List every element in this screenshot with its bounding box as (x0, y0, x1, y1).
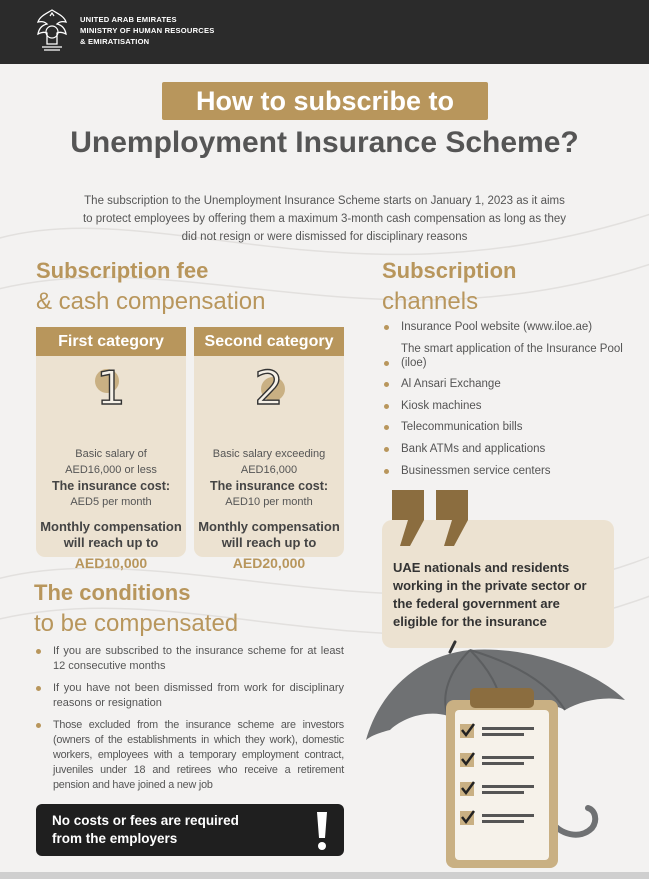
card-body (194, 446, 344, 571)
salary-line-1: Basic salary of (75, 448, 147, 460)
note-line-1: No costs or fees are required (52, 813, 239, 828)
card-number-text: 2 (254, 361, 284, 415)
channels-list (382, 320, 632, 485)
condition-text: If you have not been dismissed from work for disciplinary reasons or resignation (53, 682, 344, 709)
category-card-1 (36, 327, 186, 571)
channel-label: Bank ATMs and applications (401, 442, 546, 455)
channel-label: Al Ansari Exchange (401, 378, 501, 391)
monthly-line-2: will reach up to (63, 535, 159, 550)
ministry-line-3: & EMIRATISATION (80, 37, 150, 46)
channels-heading: Subscription (382, 258, 517, 283)
bullet-icon (36, 723, 41, 728)
monthly-line-2: will reach up to (221, 535, 317, 550)
cost-value: AED5 per month (70, 496, 152, 508)
ministry-line-1: UNITED ARAB EMIRATES (80, 15, 177, 24)
channel-label: Kiosk machines (401, 399, 482, 412)
cost-label: The insurance cost: (51, 479, 171, 493)
intro-paragraph: The subscription to the Unemployment Insurance Scheme starts on January 1, 2023 as it aims to protect employees by offering them a maximum 3-month cash compensation as long as they did not resign or were dismissed for disciplinary reasons (82, 195, 567, 243)
bottom-strip (0, 872, 649, 879)
fees-heading: Subscription fee (36, 258, 209, 283)
bullet-icon (384, 382, 389, 387)
salary-line-2: AED16,000 or less (65, 464, 157, 476)
bullet-icon (384, 425, 389, 430)
card-body (36, 446, 186, 571)
number-two-graphic (239, 360, 299, 416)
bullet-icon (384, 447, 389, 452)
list-item (382, 377, 632, 391)
channel-label: Businessmen service centers (401, 464, 551, 477)
channel-label: Insurance Pool website (www.iloe.ae) (401, 321, 593, 333)
cost-value: AED10 per month (225, 496, 313, 508)
bullet-icon (384, 469, 389, 474)
employer-note (36, 804, 344, 856)
bullet-icon (384, 361, 389, 366)
number-one-graphic (81, 360, 141, 416)
list-item (382, 342, 632, 370)
list-item (36, 718, 344, 793)
umbrella-checklist-illustration (360, 630, 630, 870)
compensation-amount: AED20,000 (232, 555, 306, 571)
condition-text: If you are subscribed to the insurance scheme for at least 12 consecutive months (53, 645, 344, 672)
salary-line-2: AED16,000 (240, 464, 298, 476)
list-item (382, 399, 632, 413)
list-item (382, 320, 632, 334)
conditions-list (36, 644, 344, 800)
list-item (36, 681, 344, 711)
bullet-icon (384, 404, 389, 409)
monthly-line-1: Monthly compensation (198, 519, 340, 534)
category-card-2 (194, 327, 344, 571)
channel-label: The smart application of the Insurance Pool (iloe) (401, 342, 623, 369)
header-bar (0, 0, 649, 64)
bullet-icon (36, 649, 41, 654)
monthly-compensation (36, 519, 186, 551)
card-title: First category (36, 327, 186, 356)
eligibility-text: UAE nationals and residents working in the private sector or the federal government are eligible for the insurance (393, 560, 587, 629)
list-item (382, 420, 632, 434)
bullet-icon (36, 686, 41, 691)
page-title: Unemployment Insurance Scheme? (70, 126, 579, 159)
condition-text: Those excluded from the insurance scheme are investors (owners of the establishments in which they work), domestic workers, employees with a temporary employment contract, juveniles under 18 and retirees who receive a retirement pension and have joined a new job (53, 719, 344, 791)
list-item (382, 442, 632, 456)
card-number (194, 360, 344, 416)
ministry-name (80, 14, 215, 47)
card-number (36, 360, 186, 416)
conditions-subheading: to be compensated (34, 610, 239, 637)
card-title: Second category (194, 327, 344, 356)
note-line-2: from the employers (52, 831, 178, 846)
compensation-amount: AED10,000 (74, 555, 148, 571)
monthly-line-1: Monthly compensation (40, 519, 182, 534)
title-banner: How to subscribe to (162, 82, 488, 120)
salary-line-1: Basic salary exceeding (212, 448, 326, 460)
cost-label: The insurance cost: (209, 479, 329, 493)
channel-label: Telecommunication bills (401, 421, 523, 434)
ministry-line-2: MINISTRY OF HUMAN RESOURCES (80, 26, 215, 35)
bullet-icon (384, 325, 389, 330)
exclamation-icon (310, 810, 334, 852)
card-number-text: 1 (96, 361, 126, 415)
uae-emblem-icon (32, 6, 72, 54)
conditions-heading: The conditions (34, 580, 191, 605)
quote-marks-icon (388, 488, 478, 548)
list-item (382, 464, 632, 478)
list-item (36, 644, 344, 674)
channels-subheading: channels (382, 288, 479, 315)
monthly-compensation (194, 519, 344, 551)
fees-subheading: & cash compensation (36, 288, 266, 315)
